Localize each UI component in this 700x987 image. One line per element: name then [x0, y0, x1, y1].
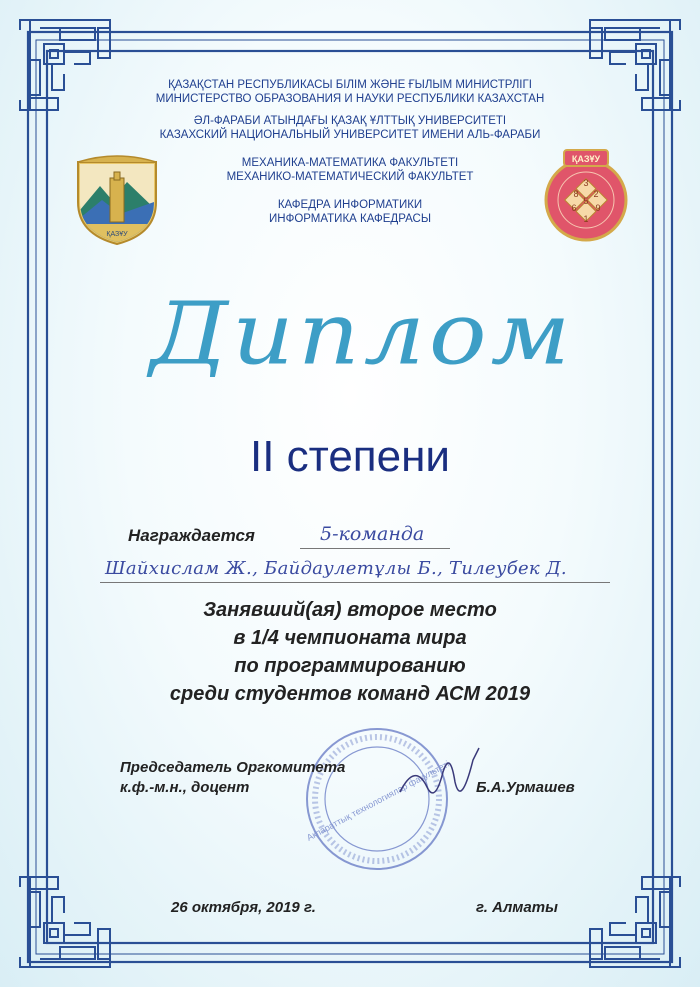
- university-kz: ӘЛ-ФАРАБИ АТЫНДАҒЫ ҚАЗАҚ ҰЛТТЫҚ УНИВЕРСИТЕТІ: [193, 115, 507, 127]
- faculty-ru: МЕХАНИКО-МАТЕМАТИЧЕСКИЙ ФАКУЛЬТЕТ: [226, 170, 474, 183]
- badge-top-text: ҚАЗҰУ: [571, 154, 601, 164]
- faculty-kz: МЕХАНИКА-МАТЕМАТИКА ФАКУЛЬТЕТІ: [241, 157, 459, 169]
- achievement-text: [0, 596, 700, 708]
- ministry-kz: ҚАЗАҚСТАН РЕСПУБЛИКАСЫ БІЛІМ ЖӘНЕ ҒЫЛЫМ МИНИСТРЛІГІ: [168, 79, 532, 91]
- ministry-ru: МИНИСТЕРСТВО ОБРАЗОВАНИЯ И НАУКИ РЕСПУБЛИКИ КАЗАХСТАН: [155, 92, 545, 105]
- achievement-line: в 1/4 чемпионата мира: [233, 627, 467, 649]
- badge-digit: 3: [583, 178, 589, 188]
- signatory-degree: к.ф.-м.н., доцент: [120, 779, 250, 796]
- signatory-name: Б.А.Урмашев: [476, 779, 575, 796]
- team-name: 5-команда: [320, 523, 425, 545]
- badge-digit: 1: [583, 214, 589, 224]
- stamp-text: Ақпараттық технологиялар факультеті: [304, 758, 451, 843]
- signatory-position: Председатель Оргкомитета: [120, 759, 346, 776]
- team-members: Шайхислам Ж., Байдаулетұлы Б., Тилеубек Д.: [105, 558, 567, 579]
- degree-heading: II степени: [250, 432, 450, 481]
- awarded-label: Награждается: [128, 526, 255, 545]
- mechmat-badge-icon: [538, 148, 634, 244]
- issue-date: 26 октября, 2019 г.: [171, 899, 316, 916]
- university-ru: КАЗАХСКИЙ НАЦИОНАЛЬНЫЙ УНИВЕРСИТЕТ ИМЕНИ АЛЬ-ФАРАБИ: [159, 128, 541, 141]
- university-emblem-icon: [72, 150, 162, 245]
- badge-digit: 6: [571, 203, 577, 213]
- ministry-block: [0, 79, 700, 106]
- badge-digit: 2: [593, 189, 599, 199]
- badge-digit: 5: [583, 196, 589, 206]
- department-kz: ИНФОРМАТИКА КАФЕДРАСЫ: [269, 212, 431, 225]
- achievement-line: среди студентов команд АСМ 2019: [169, 683, 531, 705]
- university-block: [0, 115, 700, 142]
- department-ru: КАФЕДРА ИНФОРМАТИКИ: [277, 199, 423, 211]
- emblem-text: ҚАЗҰУ: [106, 231, 128, 238]
- signature-scribble: [395, 742, 485, 812]
- achievement-line: Занявший(ая) второе место: [203, 599, 497, 621]
- achievement-line: по программированию: [234, 655, 466, 677]
- members-underline: [100, 582, 610, 583]
- diploma-title: Диплом: [150, 283, 575, 385]
- badge-digit: 8: [573, 189, 579, 199]
- issue-city: г. Алматы: [476, 899, 558, 916]
- team-underline: [300, 548, 450, 549]
- badge-digit: 9: [595, 203, 601, 213]
